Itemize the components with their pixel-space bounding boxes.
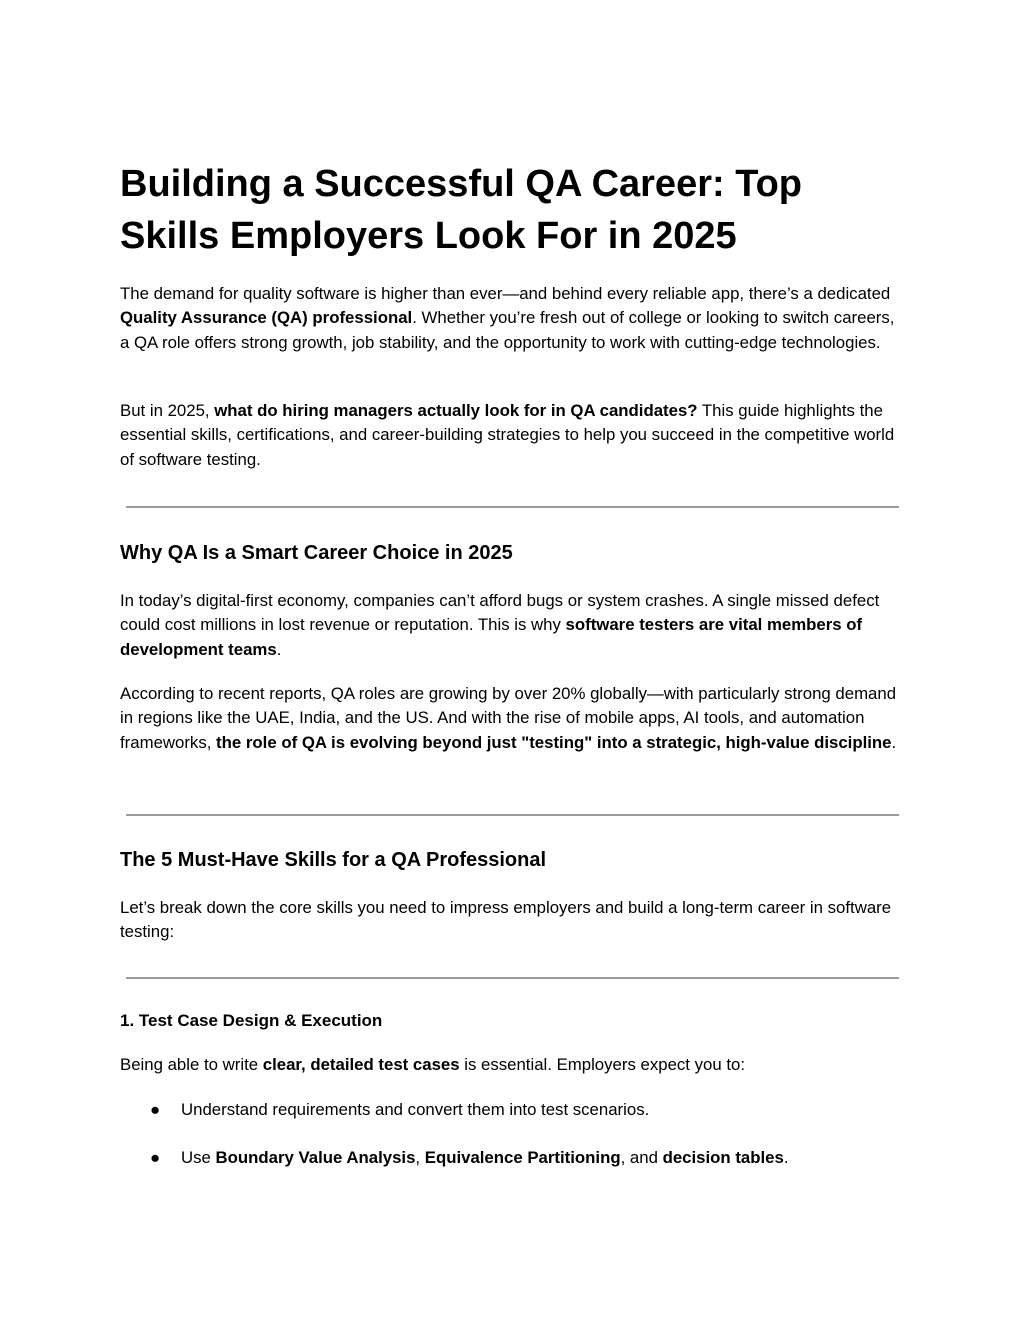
why-qa-paragraph-1: In today’s digital-first economy, companies can’t afford bugs or system crashes. A single missed defect could cost millions in lost revenue or reputation. This is why software testers are vital members of development teams.: [120, 591, 880, 659]
bold-phrase: the role of QA is evolving beyond just "testing" into a strategic, high-value discipline: [216, 732, 892, 752]
skill-1-paragraph: Being able to write clear, detailed test cases is essential. Employers expect you to:: [120, 1055, 745, 1074]
skill-1-heading: 1. Test Case Design & Execution: [120, 1011, 383, 1030]
bold-phrase: Quality Assurance (QA) professional: [120, 308, 413, 328]
skills-intro-paragraph: Let’s break down the core skills you need to impress employers and build a long-term career in software testing:: [120, 898, 892, 942]
list-item-text: Understand requirements and convert them into test scenarios.: [181, 1100, 650, 1119]
horizontal-divider: [126, 977, 899, 979]
section-heading-skills: The 5 Must-Have Skills for a QA Professional: [120, 849, 547, 871]
bold-phrase: software testers are vital members of development teams: [120, 615, 863, 659]
bold-phrase: decision tables: [662, 1148, 784, 1167]
bold-phrase: Equivalence Partitioning: [424, 1148, 621, 1167]
intro-paragraph-1: The demand for quality software is higher than ever—and behind every reliable app, there’s a dedicated Quality Assurance (QA) professional. Whether you’re fresh out of college or looking to switch careers, a QA role offers strong growth, job stability, and the opportunity to work with cutting-edge technologies.: [120, 284, 895, 352]
list-item-text: Use Boundary Value Analysis, Equivalence Partitioning, and decision tables.: [181, 1148, 789, 1167]
bullet-icon: ●: [150, 1100, 161, 1119]
bullet-icon: ●: [150, 1148, 161, 1167]
bold-phrase: what do hiring managers actually look for in QA candidates?: [214, 401, 698, 420]
horizontal-divider: [126, 814, 899, 816]
horizontal-divider: [126, 506, 899, 508]
bold-phrase: clear, detailed test cases: [262, 1055, 460, 1074]
intro-paragraph-2: But in 2025, what do hiring managers actually look for in QA candidates? This guide highlights the essential skills, certifications, and career-building strategies to help you succeed in the competitive world of software testing.: [120, 401, 895, 469]
why-qa-paragraph-2: According to recent reports, QA roles are growing by over 20% globally—with particularly strong demand in regions like the UAE, India, and the US. And with the rise of mobile apps, AI tools, and automation frameworks, the role of QA is evolving beyond just "testing" into a strategic, high-value discipline.: [120, 684, 897, 752]
bold-phrase: Boundary Value Analysis: [215, 1148, 416, 1167]
page-title: Building a Successful QA Career: Top Skills Employers Look For in 2025: [120, 163, 803, 257]
section-heading-why-qa: Why QA Is a Smart Career Choice in 2025: [120, 542, 513, 564]
